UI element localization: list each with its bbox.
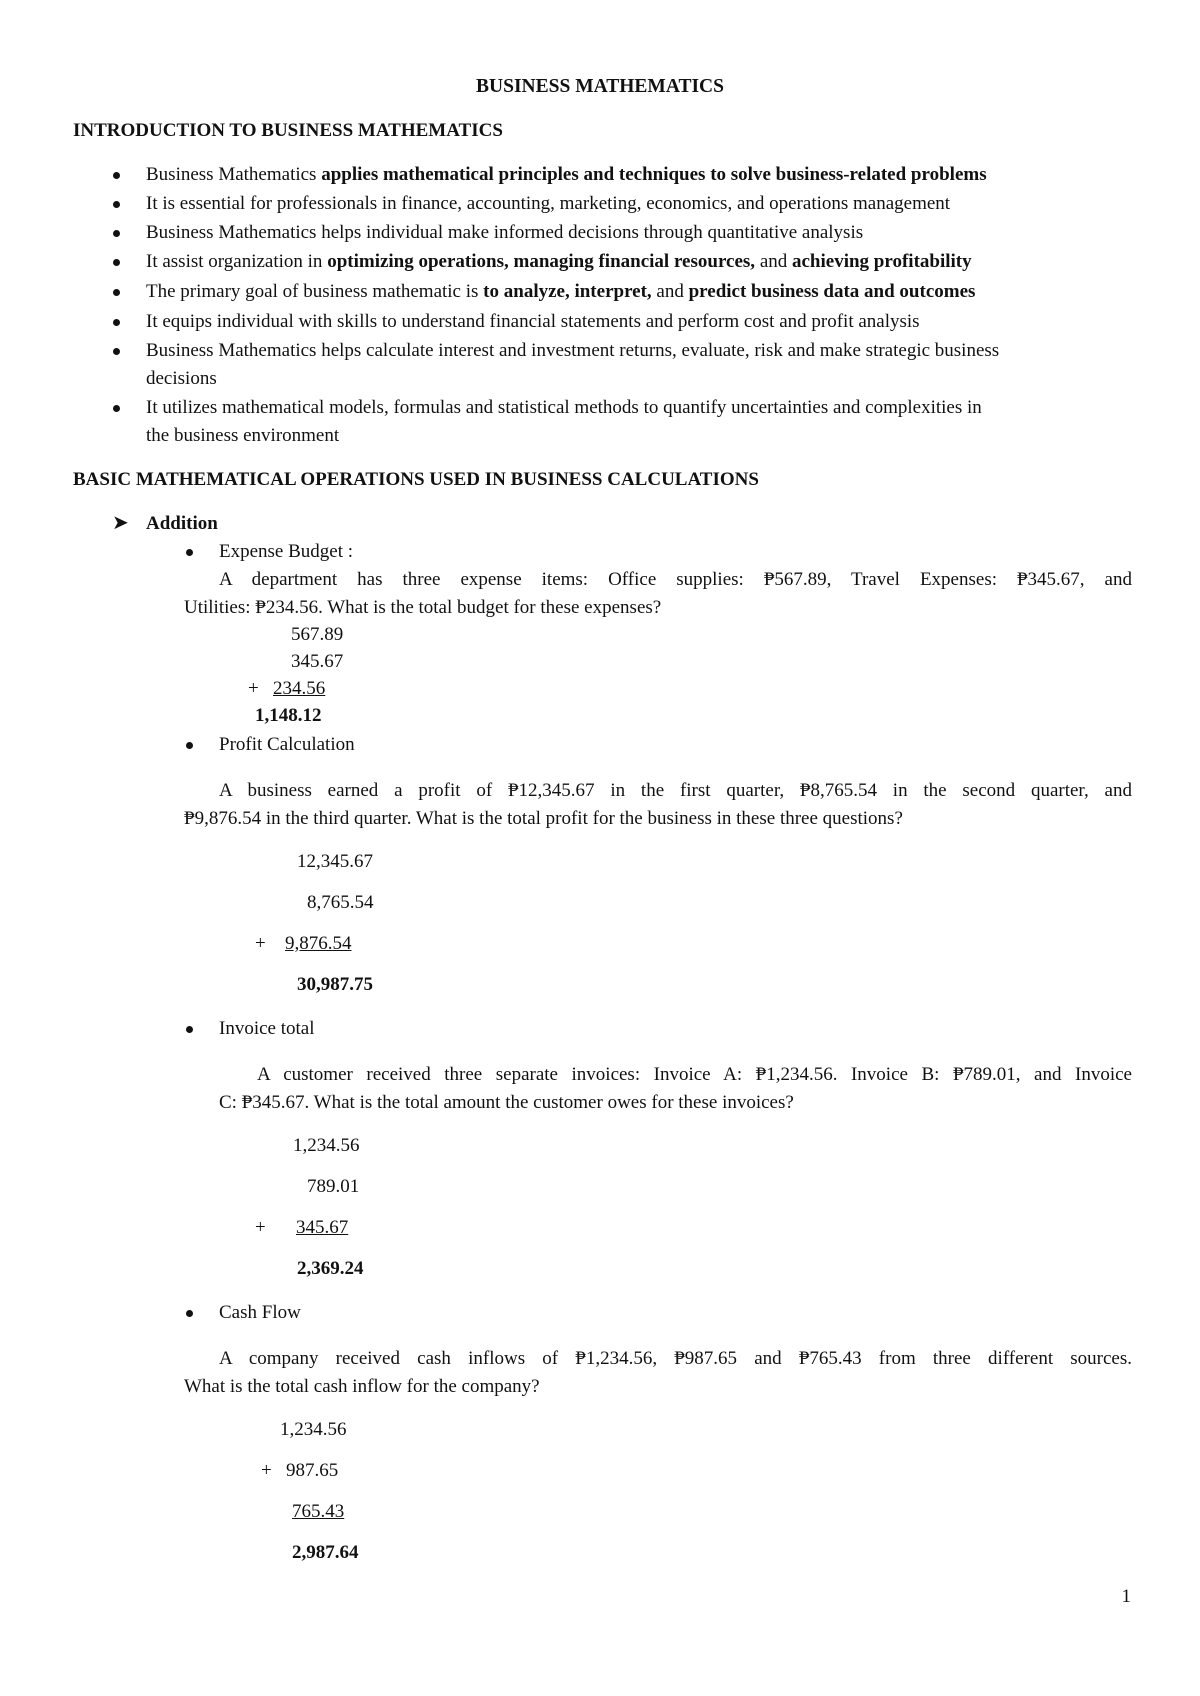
bullet-dot: [113, 348, 120, 355]
profit-total: 30,987.75: [297, 974, 373, 995]
intro-bullet-3: Business Mathematics helps individual make informed decisions through quantitative analysis: [146, 222, 864, 243]
invoice-label: Invoice total: [219, 1018, 315, 1039]
document-title: BUSINESS MATHEMATICS: [476, 76, 724, 97]
intro-bullet-8-line1: It utilizes mathematical models, formulas and statistical methods to quantify uncertainties and complexities in: [146, 397, 982, 418]
intro-bullet-5-bold-a: to analyze, interpret,: [483, 281, 652, 302]
invoice-num-2: 789.01: [307, 1176, 360, 1197]
bullet-dot: [113, 230, 120, 237]
cashflow-line2: What is the total cash inflow for the company?: [184, 1376, 540, 1397]
intro-bullet-8-line2: the business environment: [146, 425, 340, 446]
intro-bullet-1-bold: applies mathematical principles and techniques to solve business-related problems: [321, 164, 987, 185]
cashflow-line1: A company received cash inflows of ₱1,234.56, ₱987.65 and ₱765.43 from three different sources.: [219, 1348, 1132, 1369]
intro-bullet-4-bold-b: achieving profitability: [792, 251, 972, 272]
expense-label: Expense Budget :: [219, 541, 354, 562]
profit-num-3: 9,876.54: [285, 933, 352, 954]
intro-bullet-5: [146, 279, 975, 305]
bullet-dot: [186, 549, 193, 556]
expense-num-3: 234.56: [273, 678, 326, 699]
intro-bullet-7-line1: Business Mathematics helps calculate interest and investment returns, evaluate, risk and make strategic business: [146, 340, 1000, 361]
cashflow-label: Cash Flow: [219, 1302, 301, 1323]
intro-bullet-4: [146, 249, 972, 275]
expense-num-2: 345.67: [291, 651, 344, 672]
expense-total: 1,148.12: [255, 705, 322, 726]
cashflow-total: 2,987.64: [292, 1542, 359, 1563]
profit-line2: ₱9,876.54 in the third quarter. What is the total profit for the business in these three questions?: [184, 808, 903, 829]
bullet-dot: [113, 201, 120, 208]
bullet-dot: [186, 742, 193, 749]
bullet-dot: [113, 172, 120, 179]
bullet-dot: [113, 259, 120, 266]
profit-plus: +: [255, 933, 266, 954]
invoice-total: 2,369.24: [297, 1258, 364, 1279]
bullet-dot: [113, 319, 120, 326]
intro-bullet-4-bold-a: optimizing operations, managing financial resources,: [327, 251, 756, 272]
profit-line1: A business earned a profit of ₱12,345.67 in the first quarter, ₱8,765.54 in the second quarter, and: [219, 780, 1132, 801]
addition-label: Addition: [146, 513, 218, 534]
expense-line1: A department has three expense items: Office supplies: ₱567.89, Travel Expenses: ₱345.67, and: [219, 569, 1132, 590]
invoice-plus: +: [255, 1217, 266, 1238]
arrow-bullet-icon: ➤: [112, 512, 129, 534]
invoice-line2: C: ₱345.67. What is the total amount the customer owes for these invoices?: [219, 1092, 794, 1113]
invoice-num-1: 1,234.56: [293, 1135, 360, 1156]
bullet-dot: [186, 1310, 193, 1317]
intro-bullet-6: It equips individual with skills to understand financial statements and perform cost and profit analysis: [146, 311, 920, 332]
invoice-num-3: 345.67: [296, 1217, 349, 1238]
expense-num-1: 567.89: [291, 624, 344, 645]
profit-label: Profit Calculation: [219, 734, 355, 755]
intro-heading: INTRODUCTION TO BUSINESS MATHEMATICS: [73, 120, 503, 141]
bullet-dot: [113, 405, 120, 412]
intro-bullet-4-text: It assist organization in: [146, 251, 328, 272]
invoice-line1: A customer received three separate invoices: Invoice A: ₱1,234.56. Invoice B: ₱789.01, and Invoice: [257, 1064, 1132, 1085]
page-number: 1: [1121, 1586, 1131, 1607]
cashflow-plus: +: [261, 1460, 272, 1481]
bullet-dot: [186, 1026, 193, 1033]
expense-plus: +: [248, 678, 259, 699]
expense-line2: Utilities: ₱234.56. What is the total budget for these expenses?: [184, 597, 662, 618]
cashflow-num-2: 987.65: [286, 1460, 339, 1481]
cashflow-num-3: 765.43: [292, 1501, 345, 1522]
bullet-dot: [113, 289, 120, 296]
intro-bullet-1-text: Business Mathematics: [146, 164, 322, 185]
intro-bullet-5-bold-b: predict business data and outcomes: [688, 281, 976, 302]
profit-num-2: 8,765.54: [307, 892, 374, 913]
intro-bullet-7-line2: decisions: [146, 368, 217, 389]
intro-bullet-4-and: and: [755, 251, 792, 272]
cashflow-num-1: 1,234.56: [280, 1419, 347, 1440]
intro-bullet-1: [146, 162, 987, 188]
intro-bullet-2: It is essential for professionals in finance, accounting, marketing, economics, and operations management: [146, 193, 951, 214]
operations-heading: BASIC MATHEMATICAL OPERATIONS USED IN BUSINESS CALCULATIONS: [73, 469, 759, 490]
intro-bullet-5-text: The primary goal of business mathematic is: [146, 281, 484, 302]
intro-bullet-5-and: and: [651, 281, 689, 302]
profit-num-1: 12,345.67: [297, 851, 373, 872]
